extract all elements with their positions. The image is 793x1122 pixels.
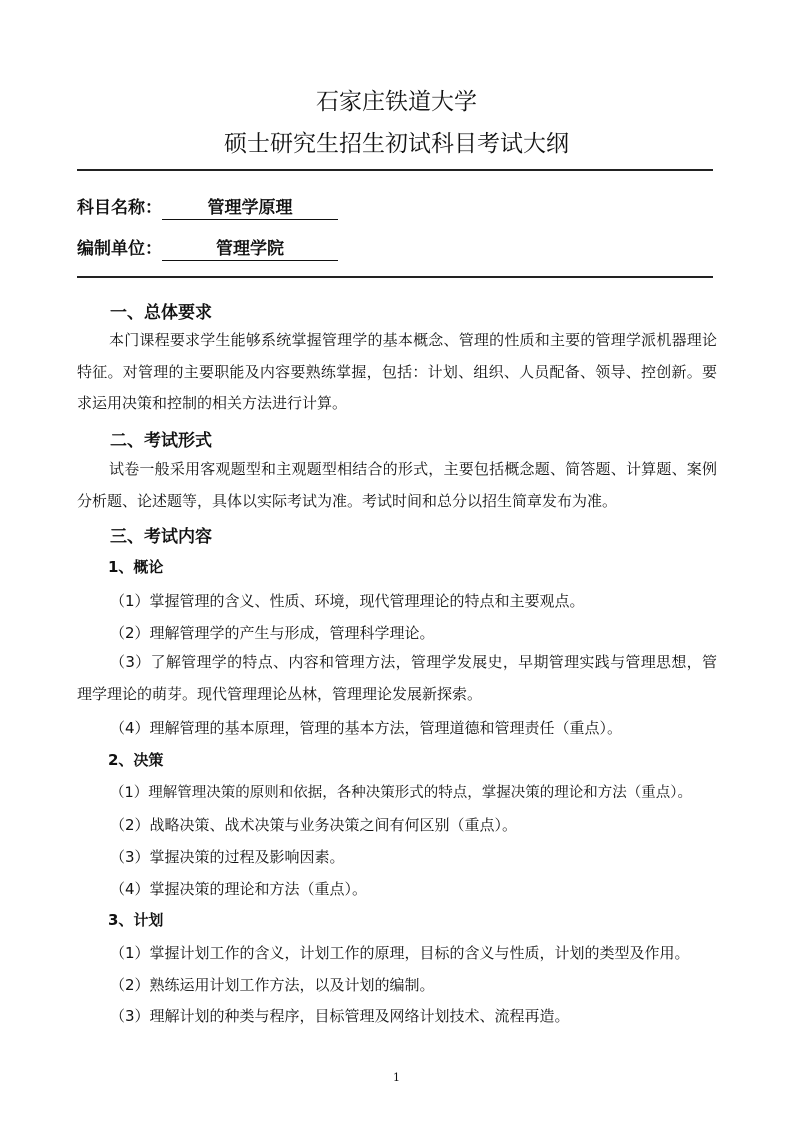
bottom-divider xyxy=(77,276,713,278)
subsection-title: 3、计划 xyxy=(108,911,164,929)
unit-value: 管理学院 xyxy=(162,238,338,261)
subsection-title: 2、决策 xyxy=(108,751,164,769)
list-item: （1）理解管理决策的原则和依据，各种决策形式的特点，掌握决策的理论和方法（重点）。 xyxy=(110,785,692,801)
section-heading-general: 一、总体要求 xyxy=(110,303,212,323)
list-item: （1）掌握管理的含义、性质、环境，现代管理理论的特点和主要观点。 xyxy=(110,592,585,610)
subject-value: 管理学原理 xyxy=(162,197,338,220)
list-item: （3）了解管理学的特点、内容和管理方法，管理学发展史，早期管理实践与管理思想，管理学理论的萌芽。现代管理理论丛林，管理理论发展新探索。 xyxy=(77,653,717,703)
subject-label: 科目名称： xyxy=(77,198,162,218)
unit-label: 编制单位： xyxy=(77,239,162,259)
section-para-format: 试卷一般采用客观题型和主观题型相结合的形式，主要包括概念题、简答题、计算题、案例分析题、论述题等，具体以实际考试为准。考试时间和总分以招生简章发布为准。 xyxy=(77,460,717,510)
list-item: （3）理解计划的种类与程序，目标管理及网络计划技术、流程再造。 xyxy=(110,1007,570,1025)
subject-row xyxy=(77,193,338,220)
list-item: （2）理解管理学的产生与形成，管理科学理论。 xyxy=(110,624,435,642)
list-item: （3）掌握决策的过程及影响因素。 xyxy=(110,848,345,866)
section-heading-content: 三、考试内容 xyxy=(110,527,212,547)
list-item: （2）熟练运用计划工作方法，以及计划的编制。 xyxy=(110,976,435,994)
list-item: （4）掌握决策的理论和方法（重点）。 xyxy=(110,880,368,898)
list-item: （1）掌握计划工作的含义，计划工作的原理，目标的含义与性质，计划的类型及作用。 xyxy=(110,944,690,962)
unit-row xyxy=(77,234,338,261)
list-item: （4）理解管理的基本原理，管理的基本方法，管理道德和管理责任（重点）。 xyxy=(110,719,623,737)
university-name: 石家庄铁道大学 xyxy=(316,89,477,115)
section-heading-format: 二、考试形式 xyxy=(110,431,212,451)
document-title: 硕士研究生招生初试科目考试大纲 xyxy=(224,131,569,157)
subsection-title: 1、概论 xyxy=(108,558,164,576)
section-para-general: 本门课程要求学生能够系统掌握管理学的基本概念、管理的性质和主要的管理学派机器理论特征。对管理的主要职能及内容要熟练掌握，包括：计划、组织、人员配备、领导、控创新。要求运用决策和控制的相关方法进行计算。 xyxy=(77,331,717,412)
list-item: （2）战略决策、战术决策与业务决策之间有何区别（重点）。 xyxy=(110,816,518,834)
page-number: 1 xyxy=(393,1071,400,1084)
top-divider xyxy=(77,169,713,171)
